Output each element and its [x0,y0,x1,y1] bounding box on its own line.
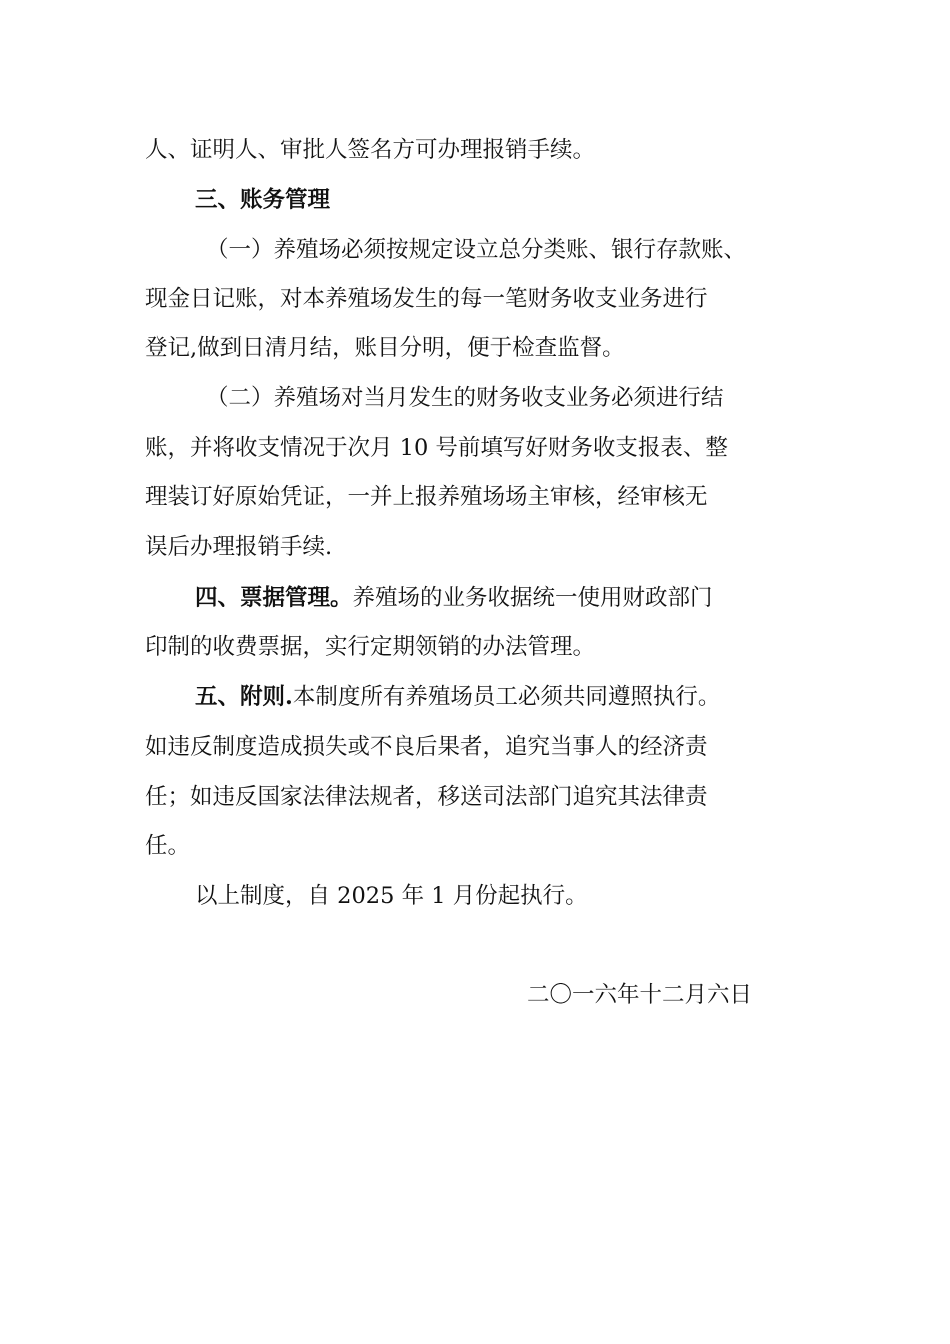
paragraph-line: 登记,做到日清月结，账目分明，便于检查监督。 [145,335,625,361]
section-heading-accounting: 三、账务管理 [195,187,331,213]
document-date: 二〇一六年十二月六日 [527,982,753,1008]
paragraph-line-appendix [195,677,720,717]
section-heading-receipts: 四、票据管理。 [195,585,353,611]
paragraph-line: 人、证明人、审批人签名方可办理报销手续。 [145,137,596,163]
paragraph-line: 现金日记账，对本养殖场发生的每一笔财务收支业务进行 [145,286,708,312]
paragraph-line: （一）养殖场必须按规定设立总分类账、银行存款账、 [206,237,747,263]
paragraph-line: 理装订好原始凭证，一并上报养殖场场主审核，经审核无 [145,484,708,510]
section-heading-appendix: 五、附则. [195,684,293,710]
section-body-text: 本制度所有养殖场员工必须共同遵照执行。 [292,684,721,710]
paragraph-line: 任。 [145,833,191,859]
paragraph-line: 误后办理报销手续. [145,534,333,560]
section-body-text: 养殖场的业务收据统一使用财政部门 [352,585,713,611]
paragraph-line: （二）养殖场对当月发生的财务收支业务必须进行结 [206,385,724,411]
paragraph-line: 如违反制度造成损失或不良后果者，追究当事人的经济责 [145,734,708,760]
paragraph-line: 任；如违反国家法律法规者，移送司法部门追究其法律责 [145,784,708,810]
paragraph-line: 账，并将收支情况于次月 10 号前填写好财务收支报表、整 [145,435,728,461]
paragraph-line: 印制的收费票据，实行定期领销的办法管理。 [145,634,596,660]
paragraph-line-receipts [195,578,713,618]
effective-date-line: 以上制度，自 2025 年 1 月份起执行。 [195,883,588,909]
